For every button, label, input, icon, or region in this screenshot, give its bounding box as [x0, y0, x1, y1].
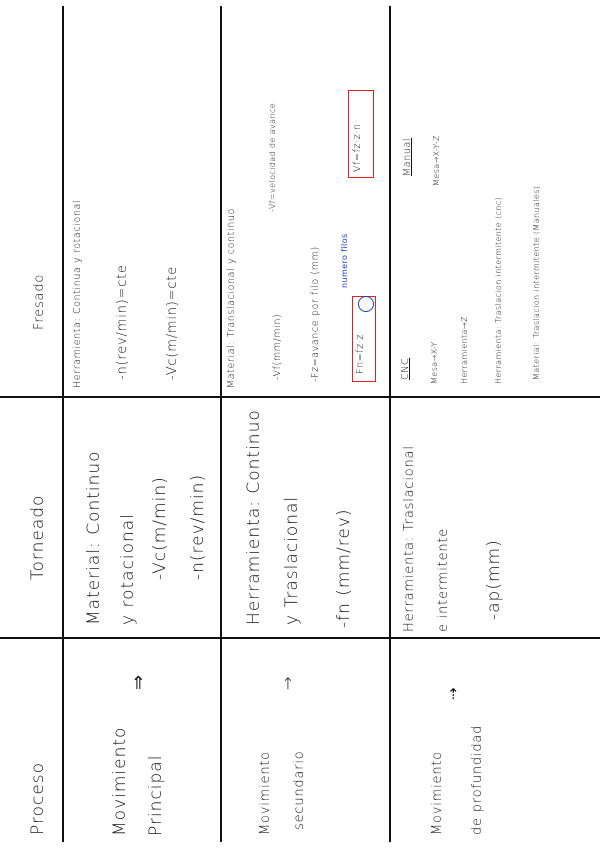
grid-line-torneado	[0, 396, 600, 398]
secundario-title-1: Movimiento	[258, 750, 273, 835]
profundidad-torneado-1: Herramienta: Traslacional	[402, 445, 417, 632]
header-proceso: Proceso	[28, 761, 48, 835]
secundario-fresado-vf-note: -Vf=velocidad de avance	[268, 102, 277, 212]
profundidad-torneado-2: e intermitente	[436, 527, 451, 632]
cnc-material-traslacion: Material: Traslacion intermitente (Manuales)	[532, 185, 541, 380]
secundario-fresado-fz: -Fz=avance por filo (mm)	[310, 246, 321, 382]
principal-arrow-icon: ⇒	[128, 674, 149, 690]
cnc-mesa: Mesa→X-Y	[430, 341, 439, 384]
principal-title-1: Movimiento	[110, 726, 130, 836]
secundario-fresado-1: Material: Translacional y continuo	[226, 208, 237, 388]
manual-title: Manual	[402, 137, 413, 176]
numero-filos-annotation: numero filos	[340, 233, 349, 288]
principal-fresado-1: Herramienta: Continua y rotacional	[72, 199, 83, 388]
formula-fn: Fn=fz·z	[355, 334, 366, 374]
profundidad-title-1: Movimiento	[430, 750, 445, 835]
secundario-title-2: secundario	[292, 750, 307, 830]
profundidad-torneado-3: -ap(mm)	[484, 539, 504, 620]
cnc-title: CNC	[400, 357, 411, 380]
secundario-fresado-vf: -Vf(mm/min)	[272, 313, 283, 380]
profundidad-title-2: de profundidad	[470, 724, 485, 835]
header-torneado: Torneado	[28, 494, 48, 580]
grid-line-header	[0, 637, 600, 639]
secundario-torneado-1: Herramienta: Continuo	[244, 409, 264, 625]
cnc-herramienta: Herramienta→Z	[460, 316, 469, 384]
grid-line-row2	[389, 6, 391, 842]
grid-line-row1	[220, 6, 222, 842]
principal-torneado-1: Material: Continuo	[84, 450, 104, 625]
principal-fresado-3: -Vc(m/min)=cte	[165, 265, 180, 380]
principal-title-2: Principal	[146, 754, 166, 836]
secundario-torneado-2: y Traslacional	[282, 495, 302, 625]
formula-vf: Vf=fz·z·n	[352, 123, 363, 172]
principal-torneado-3: -Vc(m/min)	[150, 476, 170, 580]
principal-torneado-4: -n(rev/min)	[188, 473, 208, 580]
grid-line-header-col	[62, 6, 64, 842]
profundidad-arrow-icon: ⇢	[444, 687, 462, 700]
principal-torneado-2: y rotacional	[118, 513, 138, 625]
principal-fresado-2: -n(rev/min)=cte	[115, 264, 130, 380]
cnc-herramienta-traslacion: Herramienta: Traslacion intermitente (cnc)	[494, 196, 503, 384]
z-circle-icon	[358, 296, 374, 312]
secundario-torneado-3: -fn (mm/rev)	[334, 508, 354, 628]
header-fresado: Fresado	[32, 273, 47, 330]
secundario-arrow-icon: →	[278, 676, 297, 690]
manual-mesa: Mesa→X-Y-Z	[432, 135, 441, 186]
